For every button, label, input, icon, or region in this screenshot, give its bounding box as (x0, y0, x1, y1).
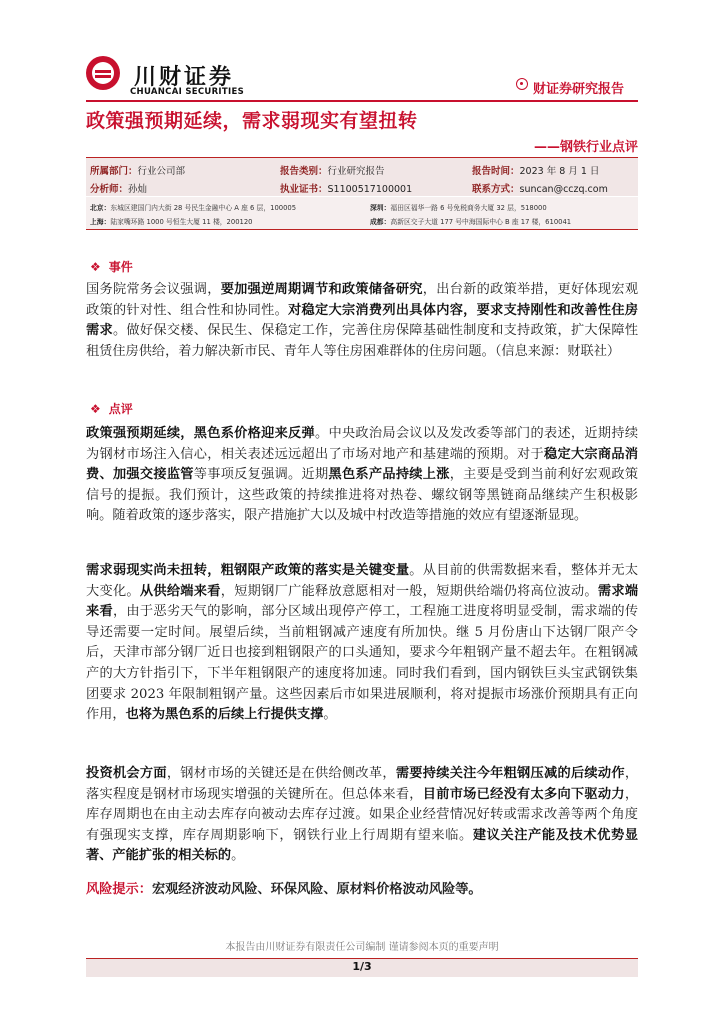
page-number: 1/3 (352, 960, 372, 973)
company-logo-icon (86, 56, 120, 90)
section-heading-review: ❖ 点评 (90, 402, 133, 416)
report-subtitle: ——钢铁行业点评 (533, 140, 638, 155)
meta-report-type: 报告类别：行业研究报告 (280, 166, 385, 177)
header-divider (86, 100, 638, 102)
risk-warning: 风险提示：宏观经济波动风险、环保风险、原材料价格波动风险等。 (86, 882, 482, 897)
review-paragraph-investment: 投资机会方面，钢材市场的关键还是在供给侧改革，需要持续关注今年粗钢压减的后续动作，落实程度是钢材市场现实增强的关键所在。但总体来看，目前市场已经没有太多向下驱动力，库存周期也在由主动去库存向被动去库存过渡。如果企业经营情况好转或需求改善等两个角度有强现实支撑，库存周期影响下，钢铁行业上行周期有望来临。建议关注产能及技术优势显著、产能扩张的相关标的。 (86, 766, 639, 864)
address-shenzhen: 深圳：福田区福华一路 6 号免税商务大厦 32 层，518000 (370, 204, 547, 212)
meta-certificate: 执业证书：S1100517100001 (280, 184, 413, 195)
review-paragraph-policy: 政策强预期延续，黑色系价格迎来反弹。中央政治局会议以及发改委等部门的表述，近期持续为钢材市场注入信心，相关表述远远超出了市场对地产和基建端的预期。对于稳定大宗商品消费、加强交接监管等事项反复强调。近期黑色系产品持续上涨，主要是受到当前利好宏观政策信号的提振。我们预计，这些政策的持续推进将对热卷、螺纹钢等黑链商品继续产生积极影响。随着政策的逐步落实，限产措施扩大以及城中村改造等措施的效应有望逐渐显现。 (86, 426, 639, 524)
meta-report-time: 报告时间：2023 年 8 月 1 日 (472, 166, 600, 177)
footer-disclaimer: 本报告由川财证券有限责任公司编制 谨请参阅本页的重要声明 (225, 942, 499, 953)
meta-department: 所属部门：行业公司部 (90, 166, 186, 177)
diamond-bullet-icon: ❖ (90, 260, 101, 274)
report-brand: 财证券研究报告 (533, 82, 625, 97)
diamond-bullet-icon: ❖ (90, 402, 101, 416)
address-chengdu: 成都：高新区交子大道 177 号中海国际中心 B 座 17 楼，610041 (370, 218, 572, 226)
event-paragraph: 国务院常务会议强调，要加强逆周期调节和政策储备研究，出台新的政策举措，更好体现宏观政策的针对性、组合性和协同性。对稳定大宗消费列出具体内容，要求支持刚性和改善性住房需求。做好保交楼、保民生、保稳定工作，完善住房保障基础性制度和支持政策，扩大保障性租赁住房供给，着力解决新市民、青年人等住房困难群体的住房问题。（信息来源：财联社） (86, 282, 639, 359)
review-paragraph-demand: 需求弱现实尚未扭转，粗钢限产政策的落实是关键变量。从目前的供需数据来看，整体并无太大变化。从供给端来看，短期钢厂广能释放意愿相对一般，短期供给端仍将高位波动。需求端来看，由于恶劣天气的影响，部分区域出现停产停工，工程施工进度将明显受制，需求端的传导还需要一定时间。展望后续，当前粗钢减产速度有所加快。继 5 月份唐山下达钢厂限产令后，天津市部分钢厂近日也接到粗钢限产的口头通知，要求今年粗钢产量不超去年。在粗钢减产的大方针指引下，下半年粗钢限产的速度将加速。同时我们看到，国内钢铁巨头宝武钢铁集团要求 2023 年限制粗钢产量。这些因素后市如果进展顺利，将对提振市场涨价预期具有正向作用，也将为黑色系的后续上行提供支撑。 (86, 563, 639, 723)
company-name-cn: 川财证券 (134, 65, 235, 90)
meta-contact: 联系方式：suncan@cczq.com (472, 184, 608, 195)
report-brand-icon (516, 78, 528, 90)
meta-analyst: 分析师：孙灿 (90, 184, 148, 195)
report-title: 政策强预期延续，需求弱现实有望扭转 (86, 110, 418, 132)
address-shanghai: 上海：陆家嘴环路 1000 号恒生大厦 11 楼，200120 (90, 218, 253, 226)
company-name-en: CHUANCAI SECURITIES (130, 87, 244, 97)
section-heading-event: ❖ 事件 (90, 260, 133, 274)
address-beijing: 北京：东城区建国门内大街 28 号民生金融中心 A 座 6 层，100005 (90, 204, 297, 212)
